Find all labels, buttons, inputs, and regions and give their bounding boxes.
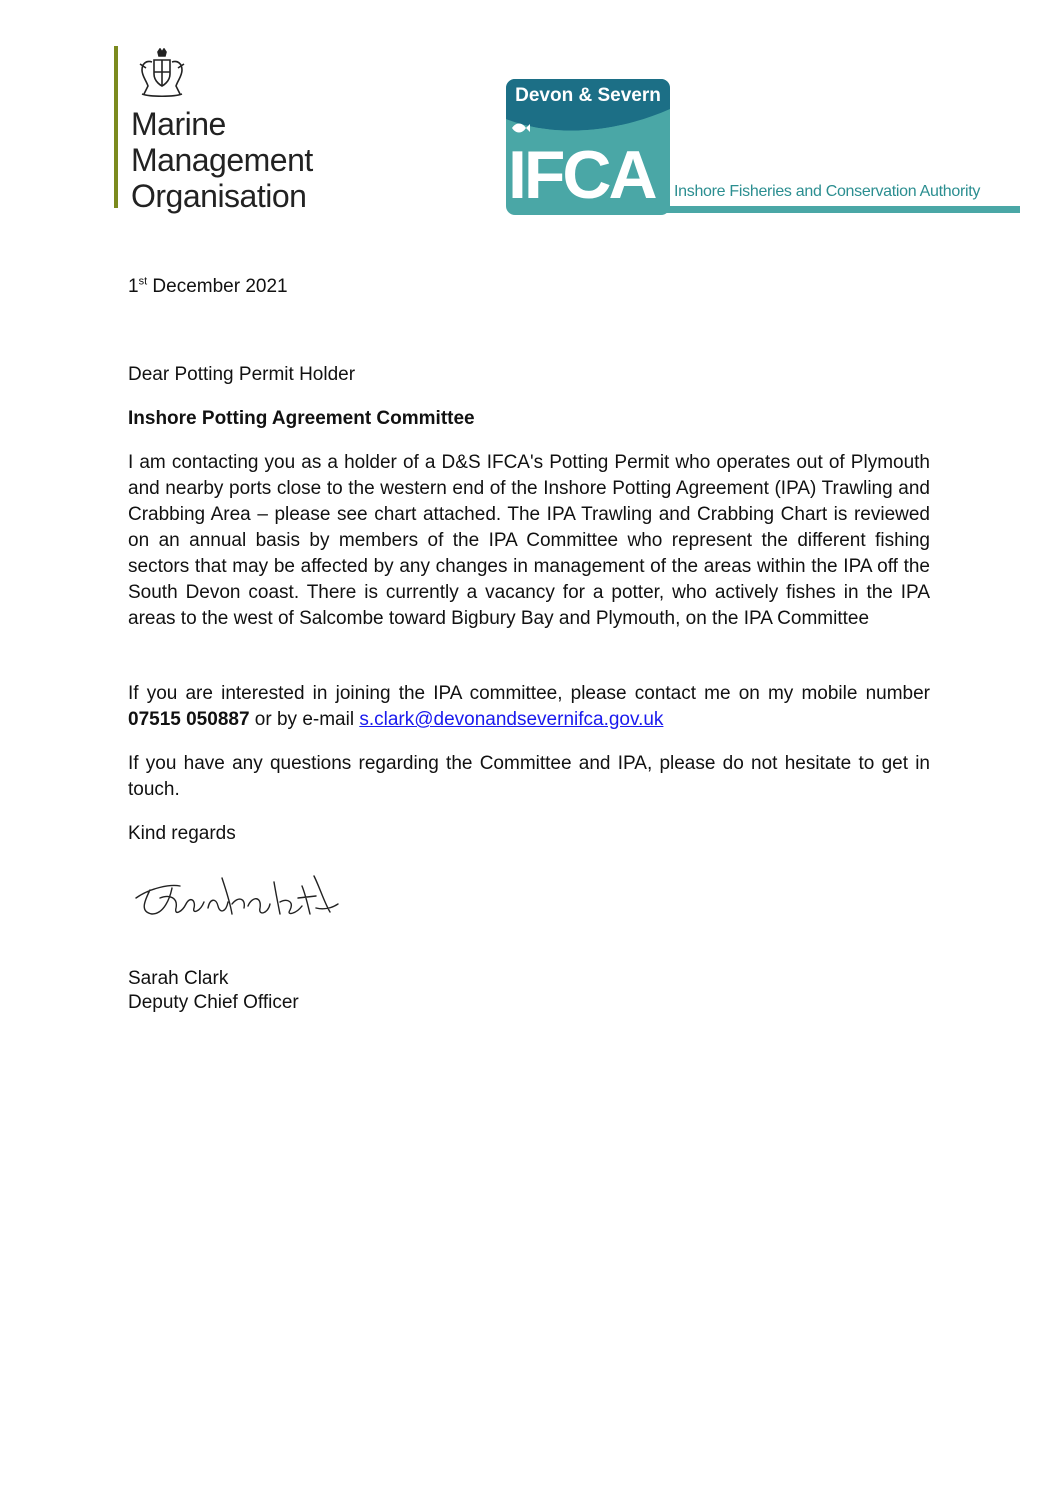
mmo-logo-bar [114,46,118,208]
mmo-line-1: Marine [131,106,226,142]
phone-number: 07515 050887 [128,709,250,730]
letter-heading: Inshore Potting Agreement Committee [128,408,475,429]
paragraph-1: I am contacting you as a holder of a D&S IFCA's Potting Permit who operates out of Plymouth and nearby ports close to the western end of the Inshore Potting Agreement (IPA) Trawling and Crabbing Area – please see chart attached. The IPA Trawling and Crabbing Chart is reviewed on an annual basis by members of the IPA Committee who represent the different fishing sectors that may be affected by any changes in management of the areas within the IPA off the South Devon coast. There is currently a vacancy for a potter, who actively fishes in the IPA areas to the west of Salcombe toward Bigbury Bay and Plymouth, on the IPA Committee [128,452,930,629]
fish-icon [510,121,530,135]
ifca-logo-box [506,79,670,215]
ifca-tagline: Inshore Fisheries and Conservation Authority [674,183,981,200]
ifca-region-label: Devon & Severn [515,85,661,106]
signature [130,868,340,928]
paragraph-2-text: If you are interested in joining the IPA committee, please contact me on my mobile number [128,683,930,704]
date-day: 1 [128,276,139,297]
paragraph-2 [128,681,930,733]
mmo-line-3: Organisation [131,178,307,214]
date-suffix: st [138,275,148,288]
signatory-name: Sarah Clark [128,968,229,989]
mmo-line-2: Management [131,142,313,178]
paragraph-2-connector: or by e-mail [249,709,360,730]
ifca-underline [666,206,1020,213]
ifca-logo [506,79,1020,216]
signatory-role: Deputy Chief Officer [128,992,299,1013]
salutation: Dear Potting Permit Holder [128,364,356,385]
ifca-acronym: IFCA [508,137,655,213]
closing: Kind regards [128,823,236,844]
email-link[interactable]: s.clark@devonandsevernifca.gov.uk [359,709,664,730]
letter-date [128,274,288,300]
mmo-wordmark [131,106,313,214]
date-month-year: December 2021 [147,276,288,297]
paragraph-3: If you have any questions regarding the Committee and IPA, please do not hesitate to get in touch. [128,753,930,800]
royal-crest-icon [132,48,192,98]
